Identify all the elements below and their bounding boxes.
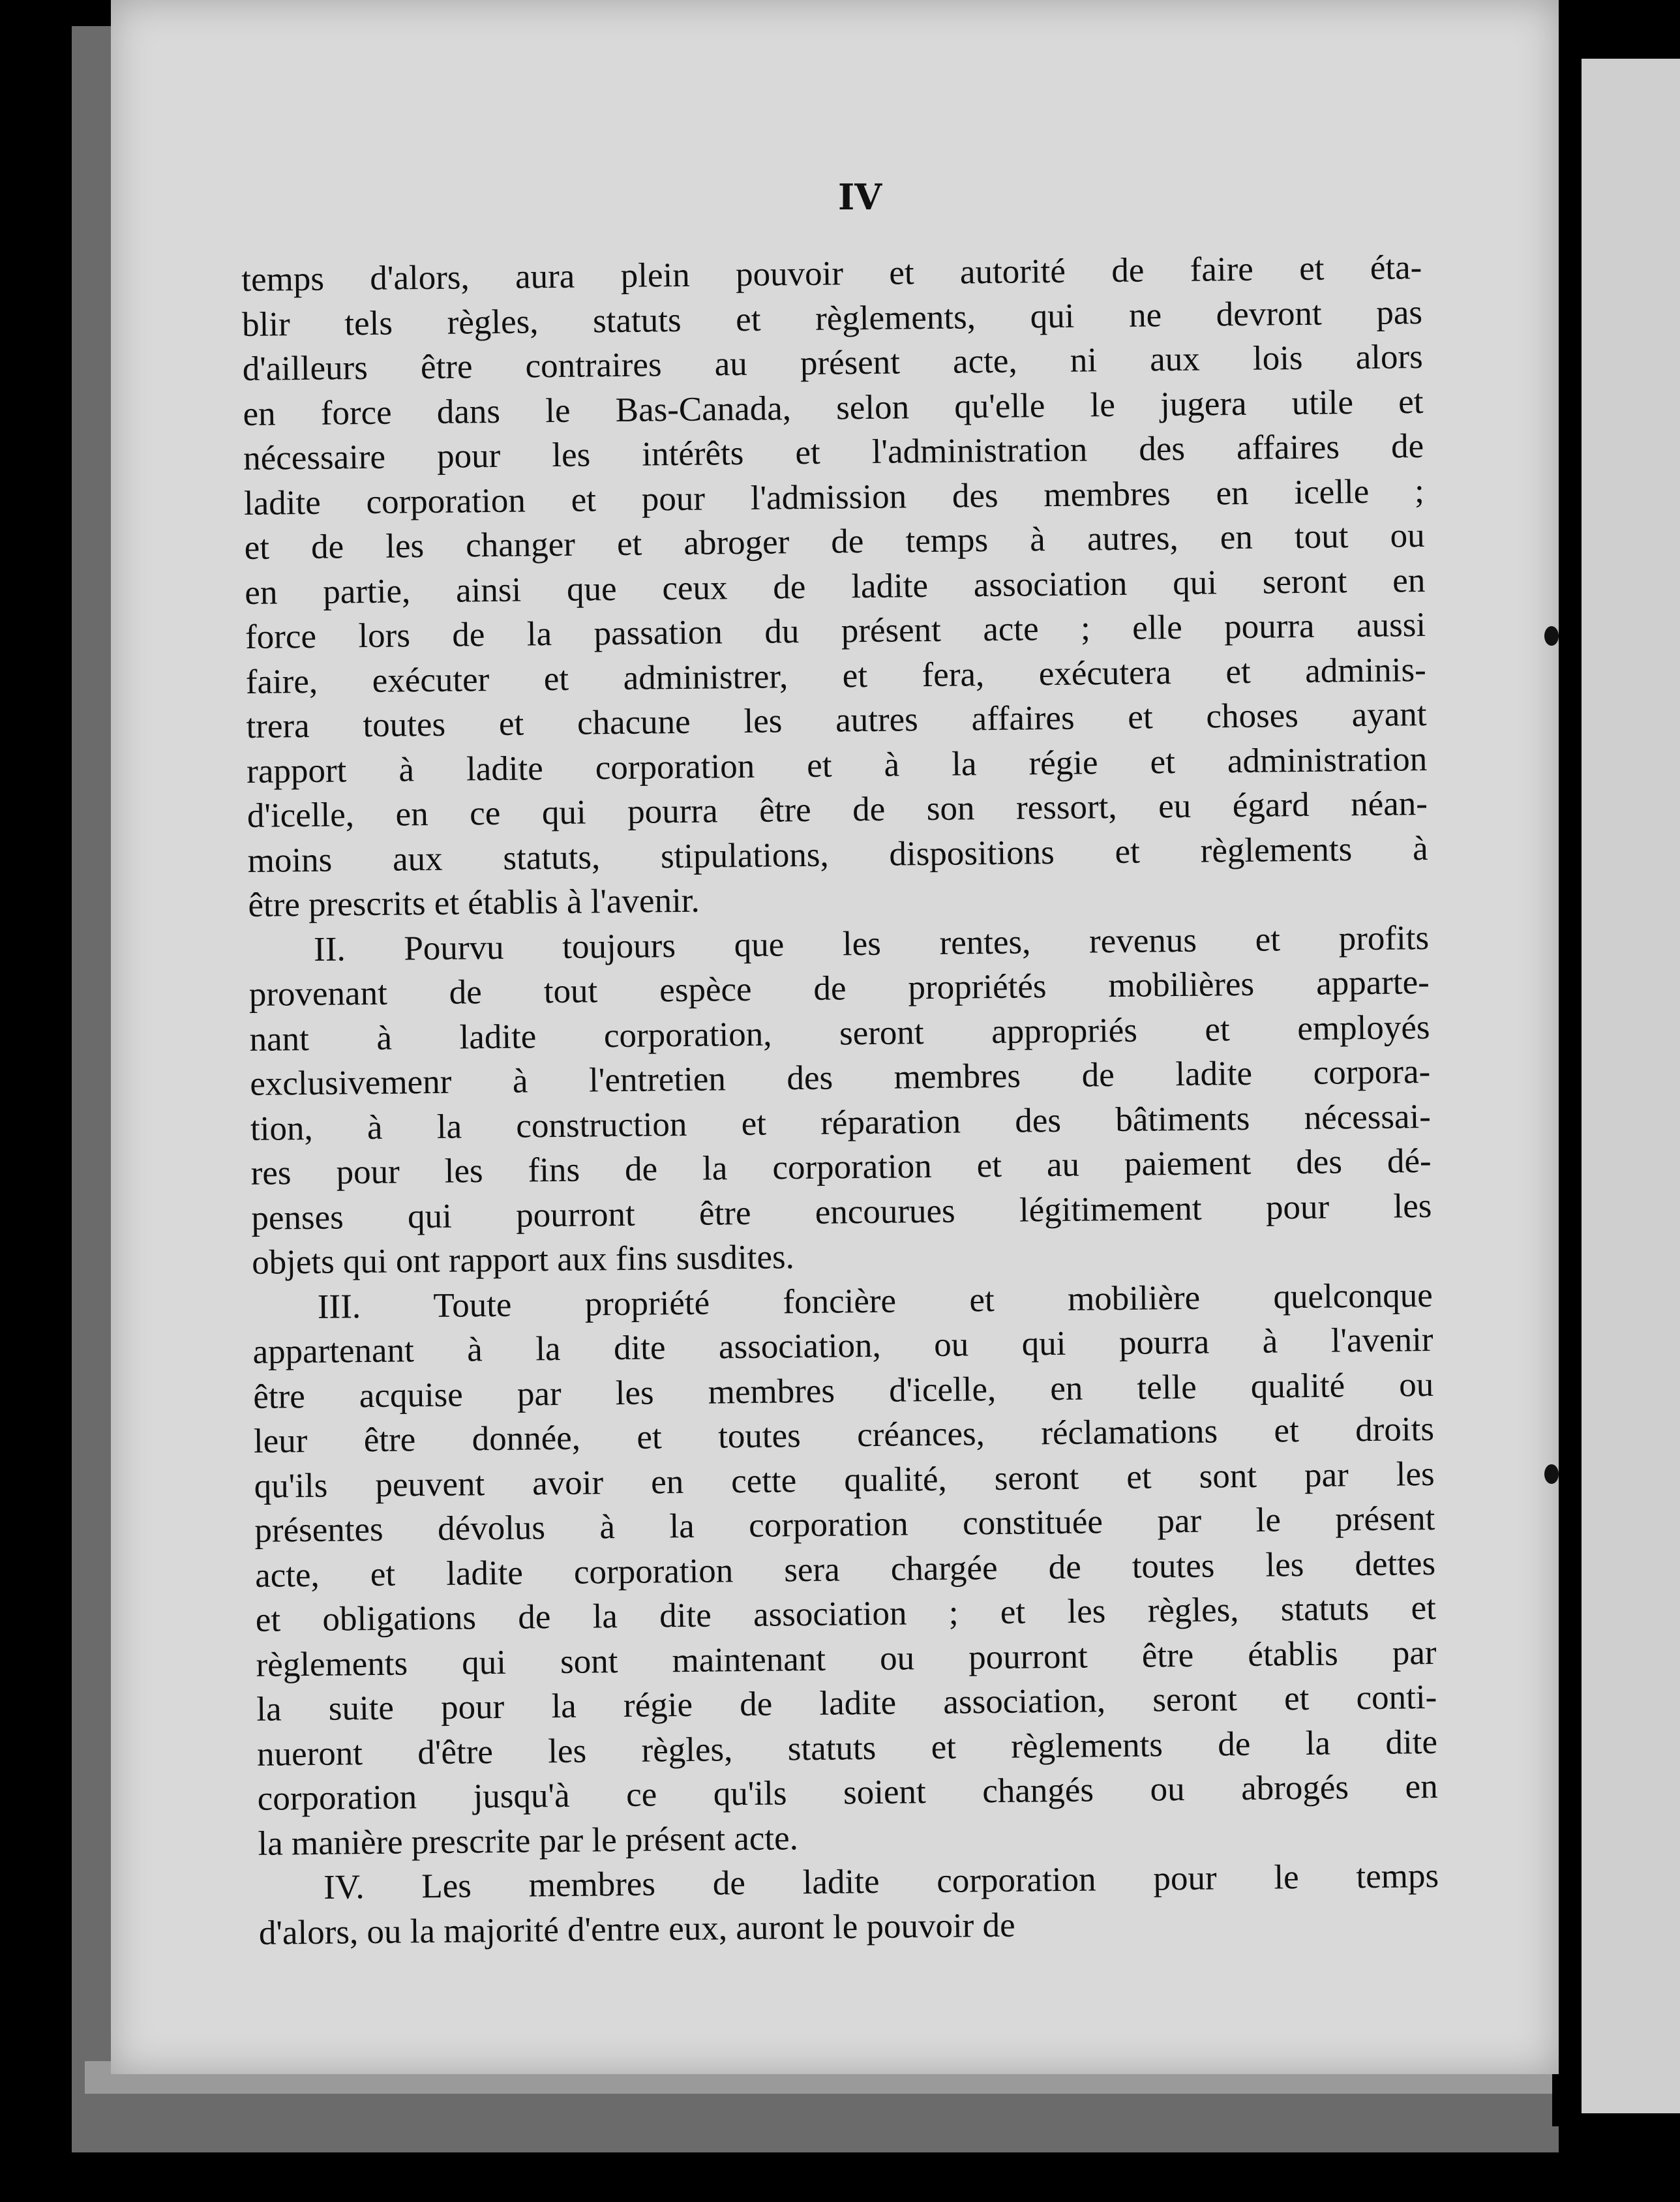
facing-page-strip bbox=[1582, 59, 1680, 2113]
text-line: et obligations de la dite association ; et les règles, statuts et bbox=[255, 1588, 1437, 1639]
text-line: II. Pourvu toujours que les rentes, revenus et profits bbox=[313, 918, 1430, 969]
text-line: faire, exécuter et administrer, et fera, exécutera et adminis- bbox=[245, 650, 1427, 701]
text-line: IV. Les membres de ladite corporation pour le temps bbox=[323, 1856, 1439, 1907]
text-line: et de les changer et abroger de temps à autres, en tout ou bbox=[244, 517, 1425, 567]
text-line: objets qui ont rapport aux fins susdites. bbox=[251, 1238, 795, 1282]
text-line: corporation jusqu'à ce qu'ils soient changés ou abrogés en bbox=[257, 1767, 1438, 1818]
text-line: exclusivemenr à l'entretien des membres de ladite corpora- bbox=[249, 1052, 1431, 1103]
text-line: moins aux statuts, stipulations, dispositions et règlements à bbox=[247, 829, 1428, 880]
text-line: leur être donnée, et toutes créances, réclamations et droits bbox=[253, 1410, 1435, 1460]
text-line: en partie, ainsi que ceux de ladite association qui seront en bbox=[245, 561, 1426, 612]
text-line: res pour les fins de la corporation et au paiement des dé- bbox=[250, 1141, 1432, 1192]
text-line: temps d'alors, aura plein pouvoir et autorité de faire et éta- bbox=[241, 249, 1422, 299]
text-line: être prescrits et établis à l'avenir. bbox=[248, 881, 700, 924]
text-line: la manière prescrite par le présent acte. bbox=[258, 1818, 799, 1863]
text-line: d'icelle, en ce qui pourra être de son ressort, eu égard néan- bbox=[247, 785, 1428, 835]
text-line: force lors de la passation du présent acte ; elle pourra aussi bbox=[245, 606, 1426, 656]
page-number: IV bbox=[838, 176, 882, 218]
text-line: appartenant à la dite association, ou qui pourra à l'avenir bbox=[252, 1320, 1433, 1371]
text-line: être acquise par les membres d'icelle, en telle qualité ou bbox=[252, 1365, 1434, 1416]
text-line: III. Toute propriété foncière et mobilière quelconque bbox=[317, 1276, 1433, 1326]
text-line: penses qui pourront être encourues légitimement pour les bbox=[251, 1186, 1432, 1237]
text-line: règlements qui sont maintenant ou pourront être établis par bbox=[256, 1633, 1437, 1684]
text-line: acte, et ladite corporation sera chargée de toutes les dettes bbox=[254, 1544, 1436, 1595]
text-line: trera toutes et chacune les autres affaires et choses ayant bbox=[246, 695, 1427, 746]
binding-stitch bbox=[1544, 626, 1559, 646]
text-line: d'alors, ou la majorité d'entre eux, auront le pouvoir de bbox=[258, 1906, 1015, 1952]
text-line: tion, à la construction et réparation des bâtiments nécessai- bbox=[250, 1097, 1432, 1148]
text-line: d'ailleurs être contraires au présent acte, ni aux lois alors bbox=[242, 338, 1423, 388]
text-line: provenant de tout espèce de propriétés mobilières apparte- bbox=[248, 963, 1430, 1014]
binding-stitch bbox=[1544, 1464, 1559, 1484]
text-line: blir tels règles, statuts et règlements, qui ne devront pas bbox=[241, 293, 1423, 344]
paragraph bbox=[248, 915, 1433, 1285]
text-line: présentes dévolus à la corporation constituée par le présent bbox=[254, 1499, 1435, 1550]
body-text bbox=[241, 245, 1439, 1955]
text-line: nueront d'être les règles, statuts et règlements de la dite bbox=[256, 1723, 1438, 1773]
text-line: en force dans le Bas-Canada, selon qu'elle le jugera utile et bbox=[243, 382, 1424, 433]
text-line: nant à ladite corporation, seront appropriés et employés bbox=[249, 1008, 1430, 1059]
paragraph bbox=[252, 1273, 1438, 1865]
text-line: ladite corporation et pour l'admission des membres en icelle ; bbox=[243, 472, 1425, 522]
text-line: la suite pour la régie de ladite association, seront et conti- bbox=[256, 1678, 1437, 1728]
text-line: rapport à ladite corporation et à la régie et administration bbox=[246, 740, 1428, 791]
text-line: qu'ils peuvent avoir en cette qualité, seront et sont par les bbox=[254, 1455, 1435, 1505]
text-line: nécessaire pour les intérêts et l'administration des affaires de bbox=[243, 427, 1424, 477]
paragraph bbox=[241, 245, 1429, 928]
paragraph bbox=[258, 1854, 1439, 1955]
